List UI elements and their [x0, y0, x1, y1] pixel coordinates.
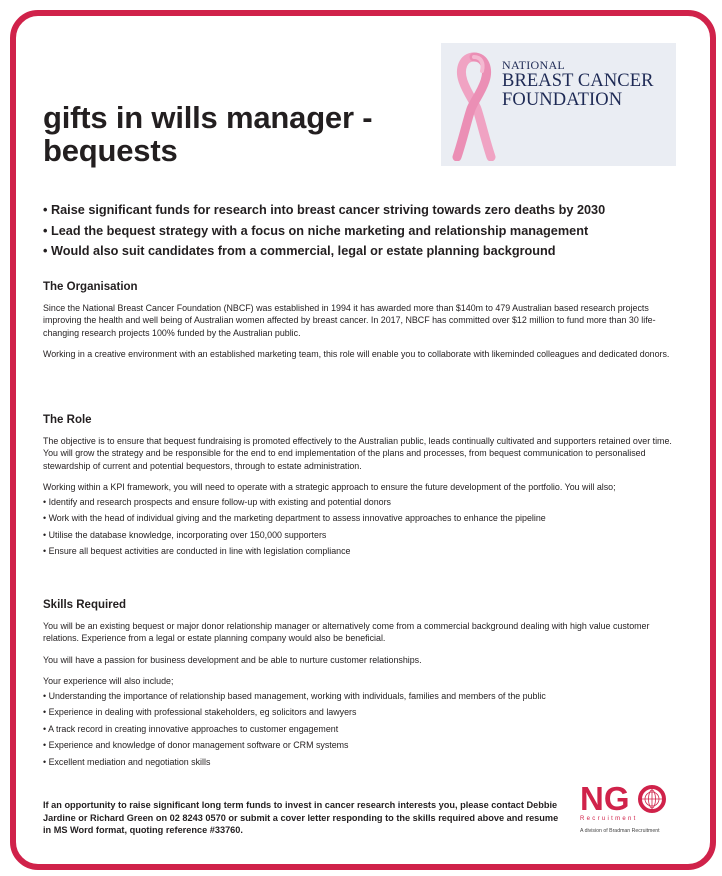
logo-line-3: FOUNDATION [502, 90, 623, 110]
contact-instructions: If an opportunity to raise significant long term funds to invest in cancer research interests you, please contact Debbie Jardine or Richard Green on 02 8243 0570 or submit a cover letter responding to the skills required above and resume in MS Word format, quoting reference #33760. [43, 800, 559, 835]
nbcf-logo [441, 43, 676, 166]
skills-heading: Skills Required [43, 599, 127, 611]
skills-bullet: • Understanding the importance of relationship based management, working with individuals, families and members of the public [43, 690, 546, 701]
role-bullets [43, 494, 683, 560]
highlight-item: • Would also suit candidates from a commercial, legal or estate planning background [43, 244, 556, 258]
skills-bullets [43, 688, 683, 771]
logo-line-2: BREAST CANCER [502, 71, 654, 91]
skills-bullet: • A track record in creating innovative approaches to customer engagement [43, 723, 339, 734]
ngo-logo-division: A division of Bradman Recruitment [580, 828, 660, 834]
logo-line-1: NATIONAL [502, 58, 566, 72]
role-bullet: • Ensure all bequest activities are conducted in line with legislation compliance [43, 546, 351, 557]
globe-icon [638, 785, 666, 813]
role-section [43, 413, 683, 569]
pink-ribbon-icon [451, 49, 497, 161]
role-heading: The Role [43, 414, 92, 426]
title-line-1: gifts in wills manager - [43, 100, 373, 135]
key-highlights [43, 200, 663, 262]
organisation-paragraph: Working in a creative environment with an established marketing team, this role will enable you to collaborate with likeminded colleagues and dedicated donors. [43, 349, 670, 360]
ngo-logo-word: NG [580, 780, 630, 817]
role-bullet: • Utilise the database knowledge, incorporating over 150,000 supporters [43, 529, 327, 540]
role-bullet: • Identify and research prospects and ensure follow-up with existing and potential donors [43, 496, 391, 507]
skills-paragraph: You will have a passion for business development and be able to nurture customer relationships. [43, 654, 422, 665]
role-paragraph: The objective is to ensure that bequest fundraising is promoted effectively to the Australian public, leads continually cultivated and supporters retained over time. You will grow the strategy and be responsible for the end to end implementation of the plans and processes, from bequest communication to personalised stewardship of current and potential bequestors, through to estate administration. [43, 436, 672, 471]
ngo-recruitment-logo [576, 782, 686, 842]
skills-bullet: • Experience and knowledge of donor management software or CRM systems [43, 740, 349, 751]
nbcf-logo-text [502, 59, 654, 110]
skills-paragraph: You will be an existing bequest or major donor relationship manager or alternatively come from a commercial background dealing with high value customer relations. Experience from a legal or estate planning company would also be beneficial. [43, 621, 650, 644]
skills-paragraph: Your experience will also include; [43, 676, 174, 687]
skills-bullet: • Excellent mediation and negotiation skills [43, 757, 211, 767]
skills-section [43, 598, 683, 780]
page-title [43, 101, 372, 167]
highlight-item: • Raise significant funds for research into breast cancer striving towards zero deaths by 2030 [43, 203, 606, 217]
ngo-logo-subtitle: Recruitment [580, 816, 638, 822]
title-line-2: bequests [43, 133, 178, 168]
organisation-section [43, 280, 683, 370]
role-bullet: • Work with the head of individual giving and the marketing department to assess innovative approaches to enhance the pipeline [43, 513, 546, 524]
role-paragraph: Working within a KPI framework, you will need to operate with a strategic approach to ensure the future development of the portfolio. You will also; [43, 482, 616, 493]
skills-bullet: • Experience in dealing with professional stakeholders, eg solicitors and lawyers [43, 707, 357, 718]
organisation-paragraph: Since the National Breast Cancer Foundation (NBCF) was established in 1994 it has awarded more than $140m to 479 Australian based research projects improving the health and well being of Australian women affected by breast cancer. In 2017, NBCF has committed over $12 million to fund more than 30 life-changing research projects 100% funded by the Australian public. [43, 303, 656, 338]
organisation-heading: The Organisation [43, 281, 138, 293]
highlight-item: • Lead the bequest strategy with a focus on niche marketing and relationship management [43, 223, 589, 238]
